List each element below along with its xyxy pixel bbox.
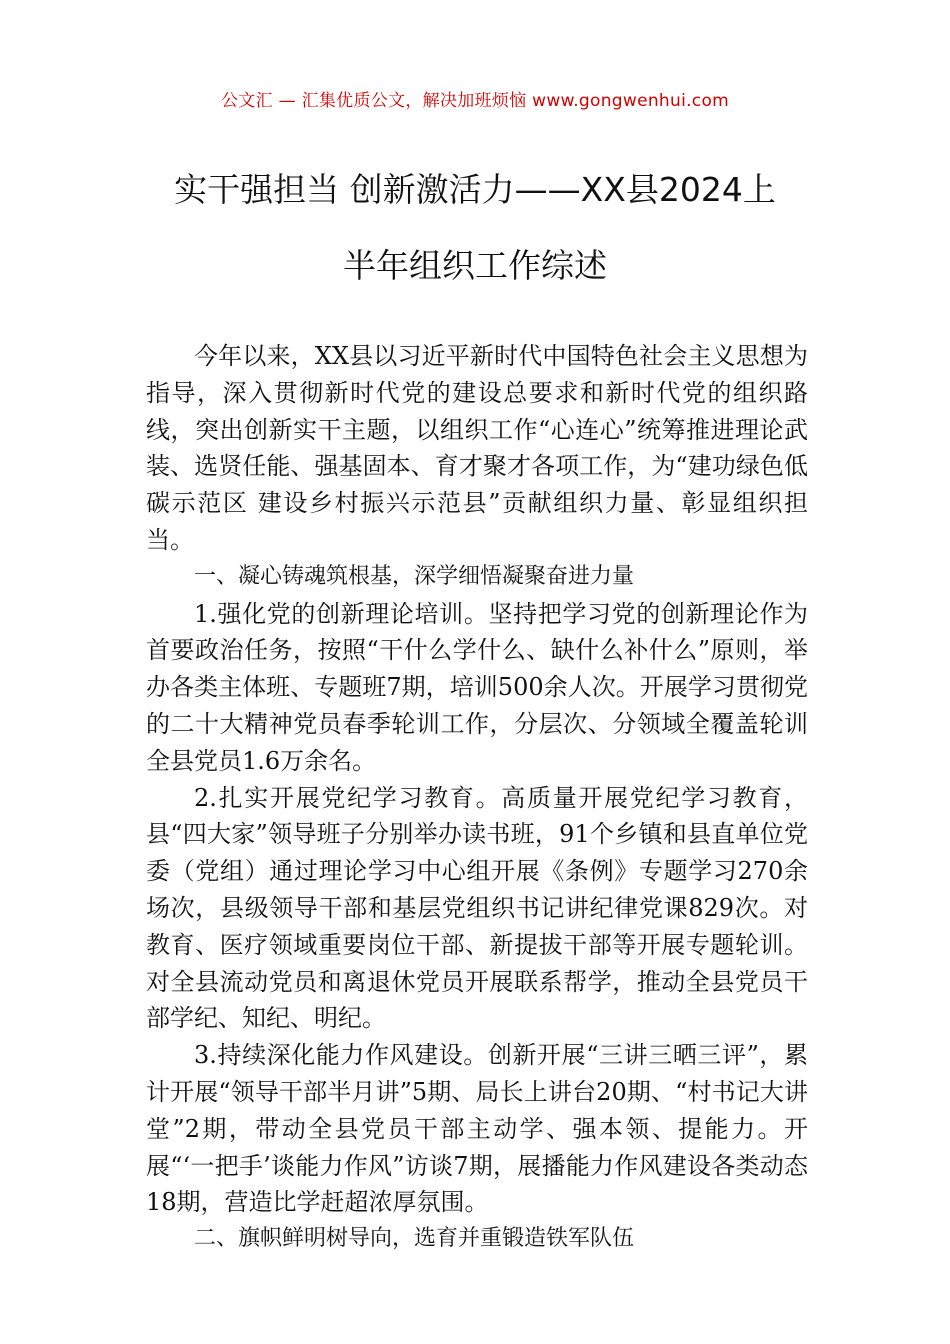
title-line-1: 实干强担当 创新激活力——XX县2024上 [174,170,776,209]
section-heading-2: 二、旗帜鲜明树导向，选育并重锻造铁军队伍 [194,1226,635,1252]
site-banner: 公文汇 — 汇集优质公文，解决加班烦恼 www.gongwenhui.com [220,91,730,111]
paragraph-item-3: 3.持续深化能力作风建设。创新开展“三讲三晒三评”，累计开展“领导干部半月讲”5期、局长上讲台20期、“村书记大讲堂”2期，带动全县党员干部主动学、强本领、提能力。开展“‘一把手’谈能力作风”访谈7期，展播能力作风建设各类动态18期，营造比学赶超浓厚氛围。 [146,1041,808,1217]
paragraph-item-2: 2.扎实开展党纪学习教育。高质量开展党纪学习教育，县“四大家”领导班子分别举办读书班，91个乡镇和县直单位党委（党组）通过理论学习中心组开展《条例》专题学习270余场次，县级领导干部和基层党组织书记讲纪律党课829次。对教育、医疗领域重要岗位干部、新提拔干部等开展专题轮训。对全县流动党员和离退休党员开展联系帮学，推动全县党员干部学纪、知纪、明纪。 [146,783,808,1033]
document-title [100,152,850,304]
document-body [146,338,808,1258]
paragraph-item-1: 1.强化党的创新理论培训。坚持把学习党的创新理论作为首要政治任务，按照“干什么学什么、缺什么补什么”原则，举办各类主体班、专题班7期，培训500余人次。开展学习贯彻党的二十大精神党员春季轮训工作，分层次、分领域全覆盖轮训全县党员1.6万余名。 [146,599,808,775]
title-line-2: 半年组织工作综述 [343,246,607,285]
section-heading-1: 一、凝心铸魂筑根基，深学细悟凝聚奋进力量 [194,563,635,589]
intro-paragraph: 今年以来，XX县以习近平新时代中国特色社会主义思想为指导，深入贯彻新时代党的建设总要求和新时代党的组织路线，突出创新实干主题，以组织工作“心连心”统筹推进理论武装、选贤任能、强基固本、育才聚才各项工作，为“建功绿色低碳示范区 建设乡村振兴示范县”贡献组织力量、彰显组织担当。 [146,342,808,554]
